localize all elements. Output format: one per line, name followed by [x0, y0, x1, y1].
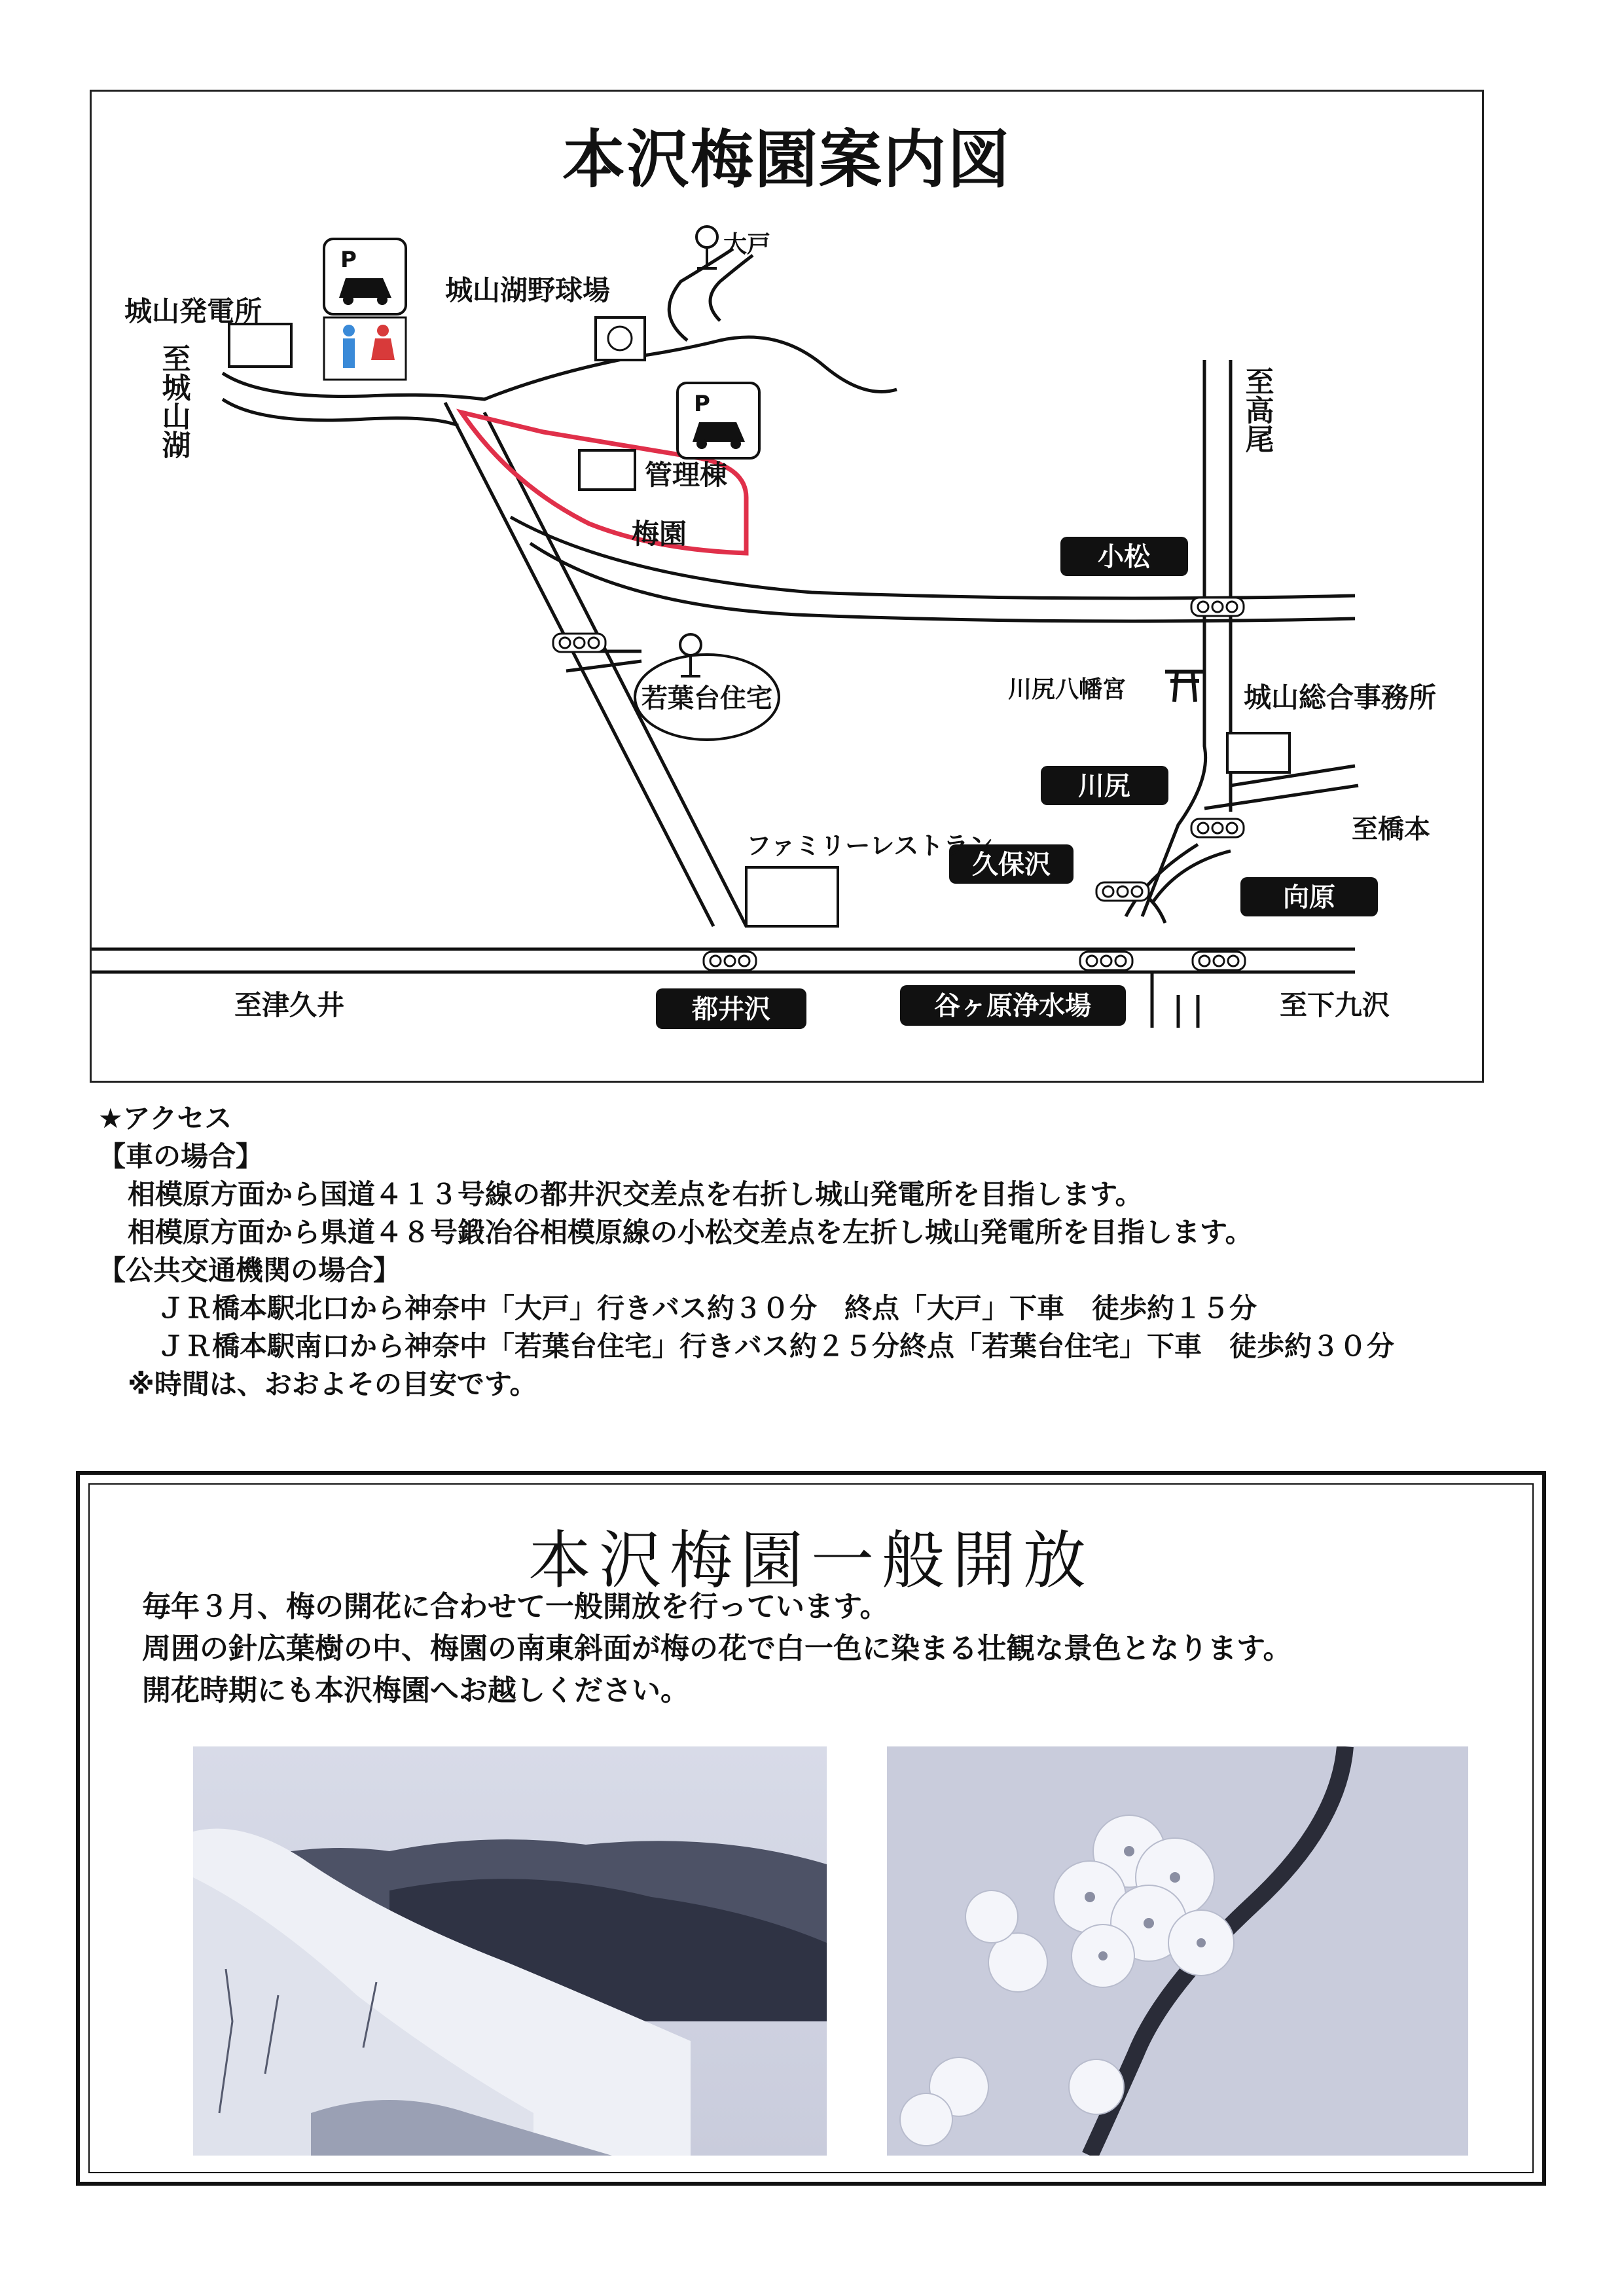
access-section — [98, 1100, 1538, 1403]
car-heading: 【車の場合】 — [98, 1140, 264, 1172]
transit-line: ＪＲ橋本駅北口から神奈中「大戸」行きバス約３０分 終点「大戸」下車 徒歩約１５分 — [157, 1292, 1257, 1324]
opening-section — [76, 1471, 1546, 2186]
transit-heading: 【公共交通機関の場合】 — [98, 1254, 401, 1286]
label-power-station: 城山発電所 — [124, 295, 262, 327]
label-to-tsukui: 至津久井 — [234, 989, 345, 1021]
car-line: 相模原方面から国道４１３号線の都井沢交差点を右折し城山発電所を目指します。 — [128, 1178, 1143, 1210]
power-station-building — [229, 324, 291, 367]
baseball-icon — [596, 317, 645, 360]
label-shiroyama-office: 城山総合事務所 — [1244, 681, 1437, 714]
restaurant-building — [746, 867, 838, 926]
label-to-shiroyama-lake: 至城山湖 — [156, 344, 190, 459]
opening-line: 周囲の針広葉樹の中、梅園の南東斜面が梅の花で白一色に染まる壮観な景色となります。 — [142, 1632, 1292, 1665]
opening-line: 毎年３月、梅の開花に合わせて一般開放を行っています。 — [142, 1590, 889, 1623]
label-kubosawa: 久保沢 — [972, 850, 1051, 880]
parking-icon — [324, 239, 406, 314]
parking-icon — [677, 383, 759, 458]
map-title: 本沢梅園案内図 — [562, 123, 1011, 196]
label-management: 管理棟 — [645, 459, 728, 491]
label-mukaihara: 向原 — [1283, 882, 1335, 913]
management-building — [579, 450, 635, 490]
label-wakabadai: 若葉台住宅 — [641, 683, 772, 714]
label-komatsu: 小松 — [1098, 542, 1150, 572]
label-ooto: 大戸 — [723, 231, 771, 258]
label-kawajiri: 川尻 — [1078, 771, 1130, 801]
access-heading: ★アクセス — [98, 1102, 232, 1134]
photo-plum-blossom — [887, 1746, 1468, 2156]
label-plum-garden: 梅園 — [632, 518, 687, 550]
shrine-icon — [1165, 672, 1204, 702]
svg-text:P: P — [694, 391, 710, 417]
label-tsuisawa: 都井沢 — [692, 994, 770, 1024]
toilet-icon — [324, 317, 406, 380]
svg-text:P: P — [340, 247, 357, 273]
label-kawajiri-shrine: 川尻八幡宮 — [1008, 676, 1127, 703]
access-note: ※時間は、おおよその目安です。 — [128, 1368, 537, 1400]
transit-line: ＪＲ橋本駅南口から神奈中「若葉台住宅」行きバス約２５分終点「若葉台住宅」下車 徒歩約３０分 — [157, 1330, 1395, 1362]
label-family-restaurant: ファミリーレストラン — [746, 831, 994, 860]
map-frame — [90, 90, 1484, 1083]
car-line: 相模原方面から県道４８号鍛冶谷相模原線の小松交差点を左折し城山発電所を目指します。 — [128, 1216, 1253, 1248]
label-ballpark: 城山湖野球場 — [445, 274, 611, 306]
label-yagahara: 谷ヶ原浄水場 — [934, 991, 1091, 1021]
photo-plum-orchard — [193, 1746, 827, 2156]
label-to-hashimoto: 至橋本 — [1352, 814, 1430, 844]
station-labels — [656, 537, 1378, 1029]
opening-text — [142, 1586, 1291, 1712]
office-building — [1227, 733, 1290, 772]
opening-line: 開花時期にも本沢梅園へお越しください。 — [142, 1674, 689, 1707]
label-to-takao: 至高尾 — [1240, 367, 1274, 453]
label-to-shimokuzawa: 至下九沢 — [1280, 989, 1390, 1021]
route-map — [92, 92, 1482, 1081]
opening-title: 本沢梅園一般開放 — [528, 1524, 1094, 1597]
